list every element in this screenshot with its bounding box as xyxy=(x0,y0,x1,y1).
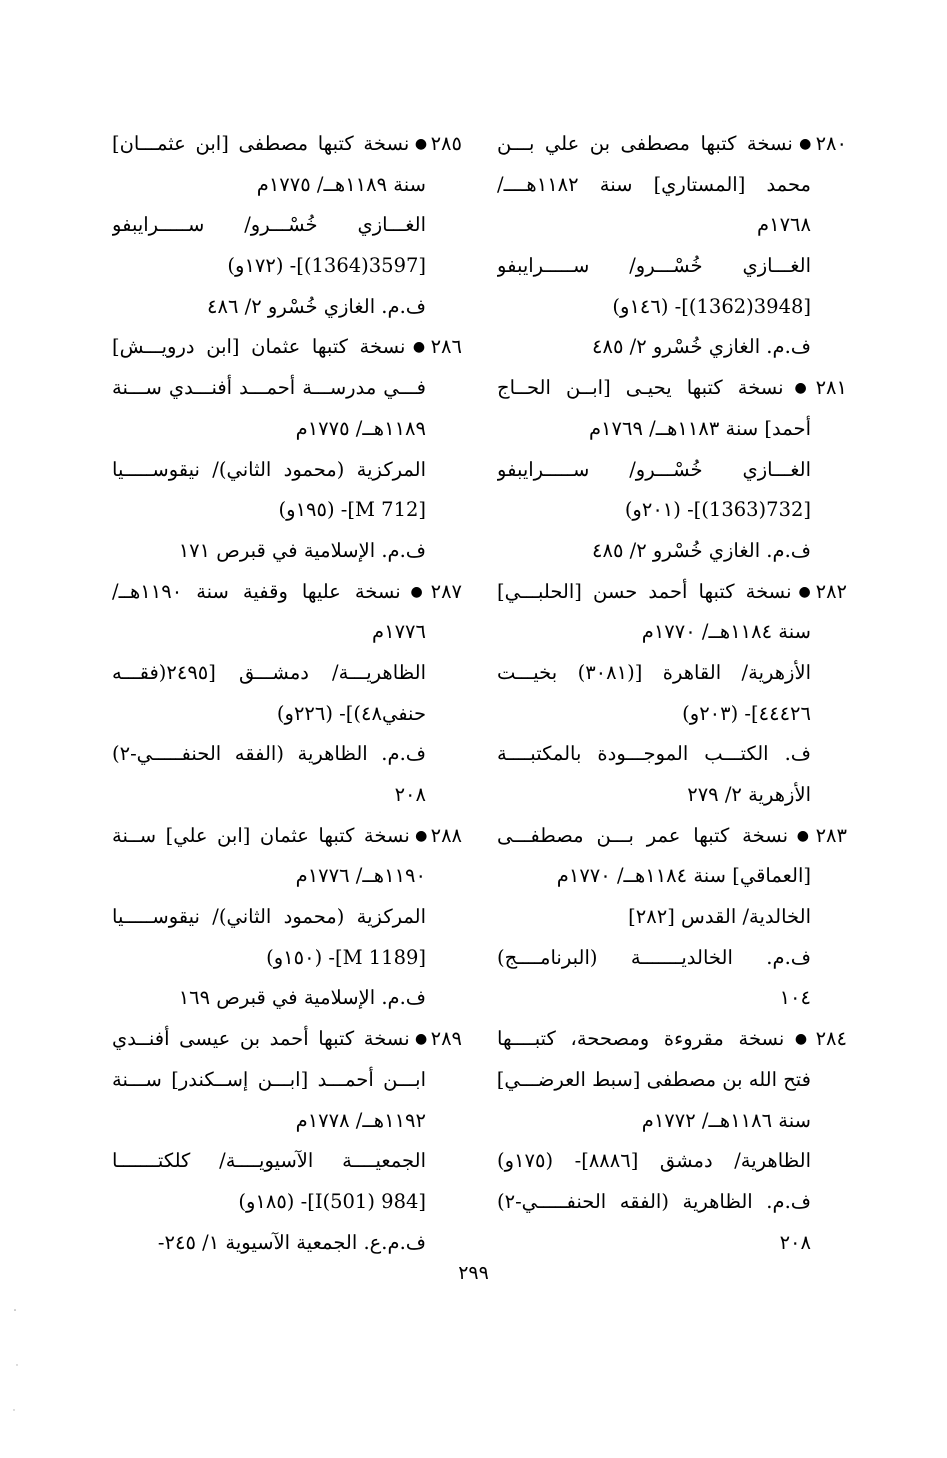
entry-line: ف.م. الإسلامية في قبرص ١٦٩ xyxy=(178,986,426,1010)
entry-line: سنة ١١٨٩هــ/ ١٧٧٥م xyxy=(256,172,426,196)
entry-line xyxy=(497,572,847,613)
entry-line: الظاهرية/ دمشق [٨٨٨٦]- (١٧٥و) xyxy=(497,1149,811,1173)
entry-number: ٢٨٢ xyxy=(815,579,847,603)
bullet-icon: ● xyxy=(411,1031,431,1048)
entry-line: ١١٩٠هــ/ ١٧٧٦م xyxy=(295,864,426,888)
entry-text: نسخة كتبها أحمد بن عيسى أفنــدي xyxy=(112,1027,410,1051)
entry-line: ١٧٦٨م xyxy=(757,213,811,237)
entry-288 xyxy=(112,816,462,1019)
entry-285 xyxy=(112,124,462,327)
entry-text: نسخة كتبها أحمد حسن [الحلبـــي] xyxy=(497,579,792,603)
entry-line xyxy=(112,816,462,857)
entry-line: [3597(1364)]- (١٧٢و) xyxy=(227,254,426,278)
entry-line: ف.م. الغازي خُسْرو ٢/ ٤٨٦ xyxy=(207,294,426,318)
scan-speckle-decoration xyxy=(10,1290,30,1430)
entry-line: ٤٤٤٢٦]- (٢٠٣و) xyxy=(682,701,811,725)
entry-line: ف.م. الخالديـــــــة (البرنامــــج) xyxy=(497,945,811,969)
entry-289 xyxy=(112,1019,462,1263)
entry-number: ٢٨٧ xyxy=(430,579,462,603)
entry-line: [984 I(501)]- (١٨٥و) xyxy=(238,1189,426,1213)
entry-line: ١٠٤ xyxy=(779,986,811,1010)
left-column xyxy=(112,124,462,1263)
entry-number: ٢٨٥ xyxy=(430,132,462,155)
entry-line: ف.م. الإسلامية في قبرص ١٧١ xyxy=(178,538,426,562)
entry-line: ١١٩٢هــ/ ١٧٧٨م xyxy=(295,1108,426,1132)
entry-text: نسخة عليها وقفية سنة ١١٩٠هــ/ xyxy=(112,579,401,603)
bullet-icon: ● xyxy=(785,380,816,397)
entry-line xyxy=(497,1019,847,1060)
entry-line: ف.م. الظاهرية (الفقه الحنفـــــي-٢) xyxy=(497,1189,811,1213)
entry-line: [M 1189]- (١٥٠و) xyxy=(266,945,426,969)
entry-line: [732(1363)]- (٢٠١و) xyxy=(624,498,811,522)
entry-text: نسخة مقروءة ومصححة، كتبــــها xyxy=(497,1027,785,1051)
entry-line: فـــي مدرســـة أحمـــد أفنـــدي ســـنة xyxy=(112,376,426,400)
entry-283 xyxy=(497,816,847,1019)
entry-line xyxy=(112,572,462,613)
entry-text: نسخة كتبها مصطفى بن علي بـــن xyxy=(497,132,793,155)
entry-line: ٢٠٨ xyxy=(394,783,426,806)
entry-number: ٢٨٩ xyxy=(430,1027,462,1051)
entry-number: ٢٨٠ xyxy=(815,132,847,155)
entry-line: ف.م. الغازي خُسْرو ٢/ ٤٨٥ xyxy=(592,335,811,359)
entry-line xyxy=(112,1019,462,1060)
bullet-icon: ● xyxy=(411,827,431,844)
entry-text: نسخة كتبها عثمان [ابن علي] ســنة xyxy=(112,823,410,847)
entry-line: الجمعيــــة الآسيويــــة/ كلكتـــــــا xyxy=(112,1149,426,1173)
entry-line: أحمد] سنة ١١٨٣هــ/ ١٧٦٩م xyxy=(588,416,811,440)
entry-line xyxy=(112,124,462,165)
entry-text: نسخة كتبها عمر بـــن مصطفـــى xyxy=(497,823,789,847)
entry-number: ٢٨٣ xyxy=(815,823,847,847)
entry-line: الأزهرية ٢/ ٢٧٩ xyxy=(687,783,811,806)
entry-line: المركزية (محمود الثاني)/ نيقوســـــيا xyxy=(112,905,426,929)
right-column xyxy=(497,124,847,1263)
entry-line: فتح الله بن مصطفى [سبط العرضـــي] xyxy=(497,1067,811,1091)
entry-text: نسخة كتبها عثمان [ابن درويـــش] xyxy=(112,335,406,359)
entry-number: ٢٨٨ xyxy=(430,823,462,847)
entry-282 xyxy=(497,572,847,816)
bullet-icon: ● xyxy=(411,136,431,152)
entry-line: ١١٨٩هــ/ ١٧٧٥م xyxy=(295,416,426,440)
entry-line: الغـــازي خُسْـــرو/ ســـــرايبفو xyxy=(497,254,811,278)
entry-line: المركزية (محمود الثاني)/ نيقوســـــيا xyxy=(112,457,426,481)
entry-line: الغـــازي خُسْـــرو/ ســـــرايبفو xyxy=(112,213,426,237)
entry-line: [M 712]- (١٩٥و) xyxy=(278,498,426,522)
entry-line: ف. الكتـــب الموجـــودة بالمكتبــــة xyxy=(497,742,811,766)
entry-line: الأزهرية/ القاهرة [(٣٠٨١) بخيـــت xyxy=(497,660,811,684)
bullet-icon: ● xyxy=(402,583,431,600)
entry-line: الخالدية/ القدس [٢٨٢] xyxy=(628,905,811,929)
entry-line xyxy=(497,368,847,409)
bullet-icon: ● xyxy=(407,339,431,356)
entry-line: ٢٠٨ xyxy=(779,1230,811,1254)
entry-line: حنفي٤٨)]- (٢٢٦و) xyxy=(276,701,426,725)
entry-line: [3948(1362)]- (١٤٦و) xyxy=(612,294,811,318)
entry-line: سنة ١١٨٤هــ/ ١٧٧٠م xyxy=(641,620,811,644)
bullet-icon: ● xyxy=(790,827,816,844)
entry-line xyxy=(497,124,847,165)
entry-line xyxy=(497,816,847,857)
entry-line: [العماقي] سنة ١١٨٤هــ/ ١٧٧٠م xyxy=(556,864,811,888)
entry-text: نسخة كتبها مصطفى [ابن عثمـــان] xyxy=(112,132,410,155)
entry-line: ف.م.ع. الجمعية الآسيوية ١/ ٢٤٥- xyxy=(157,1230,426,1254)
entry-line: ف.م. الغازي خُسْرو ٢/ ٤٨٥ xyxy=(592,538,811,562)
entry-line xyxy=(112,327,462,368)
entry-line: محمد [المستاري] سنة ١١٨٢هــــ/ xyxy=(497,172,811,196)
entry-line: الظاهريـــة/ دمشـــق [٢٤٩٥(فقـــه xyxy=(112,660,426,684)
page-number: ٢٩٩ xyxy=(458,1262,489,1284)
entry-line: ابـــن أحمـــد [ابـــن إســكندر] ســـنة xyxy=(112,1067,426,1091)
entry-280 xyxy=(497,124,847,368)
entry-286 xyxy=(112,327,462,571)
entry-line: سنة ١١٨٦هــ/ ١٧٧٢م xyxy=(641,1108,811,1132)
entry-number: ٢٨٤ xyxy=(815,1027,847,1051)
entry-284 xyxy=(497,1019,847,1263)
entry-number: ٢٨١ xyxy=(815,376,847,400)
entry-line: الغـــازي خُسْـــرو/ ســـــرايبفو xyxy=(497,457,811,481)
entry-number: ٢٨٦ xyxy=(430,335,462,359)
bullet-icon: ● xyxy=(793,583,816,600)
entry-line: ١٧٧٦م xyxy=(372,620,426,644)
bullet-icon: ● xyxy=(794,136,816,152)
bullet-icon: ● xyxy=(786,1031,816,1048)
entry-281 xyxy=(497,368,847,571)
entry-text: نسخة كتبها يحيـى [ابــن الحــاج xyxy=(497,376,784,400)
entry-line: ف.م. الظاهرية (الفقه الحنفـــــي-٢) xyxy=(112,742,426,766)
entry-287 xyxy=(112,572,462,816)
